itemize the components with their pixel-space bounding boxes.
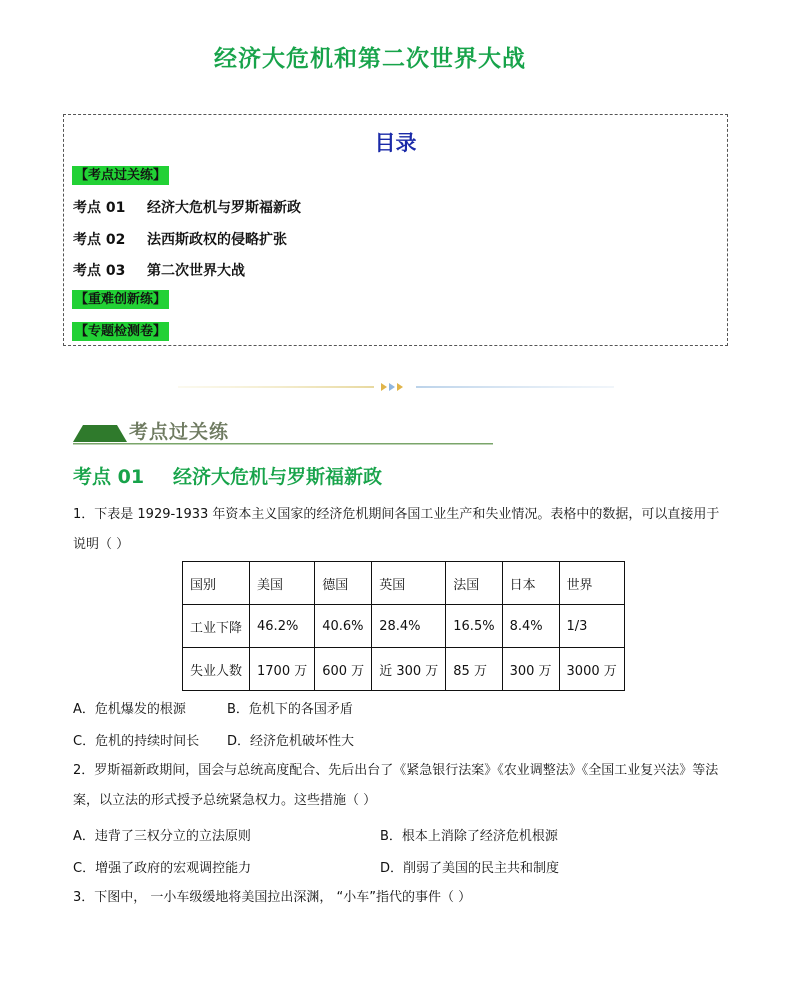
table-cell: 失业人数 xyxy=(183,648,250,691)
table-cell: 1/3 xyxy=(559,605,624,648)
table-cell: 法国 xyxy=(446,562,502,605)
table-cell: 85 万 xyxy=(446,648,502,691)
toc-item-number: 考点 01 xyxy=(73,200,126,216)
decorative-separator xyxy=(178,380,614,394)
table-cell: 600 万 xyxy=(315,648,372,691)
table-cell: 工业下降 xyxy=(183,605,250,648)
table-row xyxy=(183,562,625,605)
q1-option-b[interactable]: B．危机下的各国矛盾 xyxy=(227,702,353,717)
table-cell: 美国 xyxy=(250,562,315,605)
toc-item-01 xyxy=(73,197,301,217)
table-cell: 德国 xyxy=(315,562,372,605)
table-cell: 3000 万 xyxy=(559,648,624,691)
toc-item-label: 法西斯政权的侵略扩张 xyxy=(147,232,287,248)
q1-option-d[interactable]: D．经济危机破坏性大 xyxy=(227,734,355,749)
toc-tag-innovation: 【重难创新练】 xyxy=(72,290,169,309)
section-banner xyxy=(73,415,493,447)
data-table xyxy=(182,561,625,691)
toc-item-number: 考点 02 xyxy=(73,232,126,248)
q1-option-a[interactable]: A．危机爆发的根源 xyxy=(73,702,186,717)
question-3-text: 3．下图中， 一小车级缓地将美国拉出深渊， “小车”指代的事件（ ） xyxy=(73,890,472,905)
toc-tag-practice: 【考点过关练】 xyxy=(72,166,169,185)
table-cell: 英国 xyxy=(372,562,446,605)
table-row xyxy=(183,648,625,691)
table-of-contents xyxy=(63,114,728,346)
question-2-text: 2．罗斯福新政期间，国会与总统高度配合、先后出台了《紧急银行法案》《农业调整法》《全国工业复兴法》等法案，以立法的形式授予总统紧急权力。这些措施（ ） xyxy=(73,763,719,808)
table-row xyxy=(183,605,625,648)
section-banner-label: 考点过关练 xyxy=(129,421,230,443)
q2-option-d[interactable]: D．削弱了美国的民主共和制度 xyxy=(380,861,560,876)
table-cell: 日本 xyxy=(502,562,559,605)
table-cell: 8.4% xyxy=(502,605,559,648)
toc-item-02 xyxy=(73,229,287,249)
table-cell: 1700 万 xyxy=(250,648,315,691)
toc-item-label: 第二次世界大战 xyxy=(147,263,245,279)
section-number: 考点 01 xyxy=(73,466,145,488)
toc-item-number: 考点 03 xyxy=(73,263,126,279)
toc-item-03 xyxy=(73,260,245,280)
table-cell: 40.6% xyxy=(315,605,372,648)
document-title: 经济大危机和第二次世界大战 xyxy=(214,46,526,72)
section-heading xyxy=(73,462,382,489)
toc-tag-test: 【专题检测卷】 xyxy=(72,322,169,341)
table-cell: 16.5% xyxy=(446,605,502,648)
q2-option-c[interactable]: C．增强了政府的宏观调控能力 xyxy=(73,861,252,876)
table-cell: 46.2% xyxy=(250,605,315,648)
question-1-text: 1．下表是 1929-1933 年资本主义国家的经济危机期间各国工业生产和失业情况。表格中的数据，可以直接用于说明（ ） xyxy=(73,507,720,552)
toc-item-label: 经济大危机与罗斯福新政 xyxy=(147,200,301,216)
q2-option-a[interactable]: A．违背了三权分立的立法原则 xyxy=(73,829,251,844)
table-cell: 世界 xyxy=(559,562,624,605)
table-cell: 近 300 万 xyxy=(372,648,446,691)
table-cell: 300 万 xyxy=(502,648,559,691)
q1-option-c[interactable]: C．危机的持续时间长 xyxy=(73,734,200,749)
table-cell: 国别 xyxy=(183,562,250,605)
q2-option-b[interactable]: B．根本上消除了经济危机根源 xyxy=(380,829,558,844)
section-title: 经济大危机与罗斯福新政 xyxy=(173,466,383,488)
table-cell: 28.4% xyxy=(372,605,446,648)
toc-heading: 目录 xyxy=(374,131,417,155)
